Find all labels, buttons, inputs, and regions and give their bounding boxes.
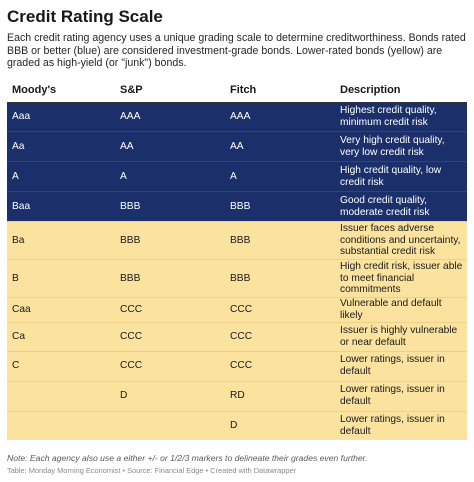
cell-moodys: A [7,162,115,192]
cell-description: Issuer is highly vulnerable or near default [335,322,467,351]
table-row [7,192,467,222]
source-credit: Table: Monday Morning Economist • Source: Financial Edge • Created with Datawrapper [7,466,297,475]
page-title: Credit Rating Scale [7,7,163,26]
cell-description: Issuer faces adverse conditions and uncertainty, substantial credit risk [335,222,467,260]
table-row [7,411,467,440]
cell-description: Highest credit quality, minimum credit risk [335,103,467,132]
cell-fitch: CCC [225,298,335,323]
cell-description: Very high credit quality, very low credit risk [335,132,467,162]
cell-fitch: CCC [225,322,335,351]
cell-sp: CCC [115,322,225,351]
intro-description: Each credit rating agency uses a unique grading scale to determine creditworthiness. Bonds rated BBB or better (blue) are considered investment-grade bonds. Lower-rated bonds (yellow) are graded as high-yield (or "junk") bonds. [7,32,466,70]
cell-fitch: D [225,411,335,440]
cell-moodys: Caa [7,298,115,323]
cell-sp [115,411,225,440]
cell-fitch: RD [225,381,335,411]
cell-description: High credit quality, low credit risk [335,162,467,192]
table-row [7,298,467,323]
cell-sp: AA [115,132,225,162]
cell-sp: CCC [115,351,225,381]
cell-fitch: BBB [225,192,335,222]
cell-sp: BBB [115,260,225,298]
cell-fitch: AA [225,132,335,162]
footnote: Note: Each agency also use a either +/- or 1/2/3 markers to delineate their grades even further. [7,453,368,463]
cell-description: Lower ratings, issuer in default [335,411,467,440]
cell-moodys: Aa [7,132,115,162]
cell-moodys: Aaa [7,103,115,132]
table-row [7,162,467,192]
table-row [7,260,467,298]
cell-moodys: C [7,351,115,381]
table-row [7,381,467,411]
cell-moodys [7,381,115,411]
header-description[interactable]: Description [335,80,467,103]
cell-fitch: BBB [225,222,335,260]
cell-sp: AAA [115,103,225,132]
cell-description: Lower ratings, issuer in default [335,381,467,411]
cell-description: Lower ratings, issuer in default [335,351,467,381]
table-row [7,351,467,381]
header-moodys[interactable]: Moody's [7,80,115,103]
cell-description: Vulnerable and default likely [335,298,467,323]
cell-moodys: Ba [7,222,115,260]
cell-sp: BBB [115,222,225,260]
cell-moodys [7,411,115,440]
table-row [7,132,467,162]
cell-description: High credit risk, issuer able to meet financial commitments [335,260,467,298]
table-row [7,322,467,351]
cell-fitch: A [225,162,335,192]
header-fitch[interactable]: Fitch [225,80,335,103]
cell-sp: A [115,162,225,192]
cell-sp: D [115,381,225,411]
cell-moodys: Ca [7,322,115,351]
table-header-row [7,80,467,103]
cell-fitch: AAA [225,103,335,132]
header-sp[interactable]: S&P [115,80,225,103]
table-row [7,103,467,132]
cell-description: Good credit quality, moderate credit risk [335,192,467,222]
cell-sp: BBB [115,192,225,222]
cell-fitch: BBB [225,260,335,298]
cell-sp: CCC [115,298,225,323]
cell-moodys: Baa [7,192,115,222]
cell-fitch: CCC [225,351,335,381]
cell-moodys: B [7,260,115,298]
table-row [7,222,467,260]
credit-rating-table [7,80,467,440]
